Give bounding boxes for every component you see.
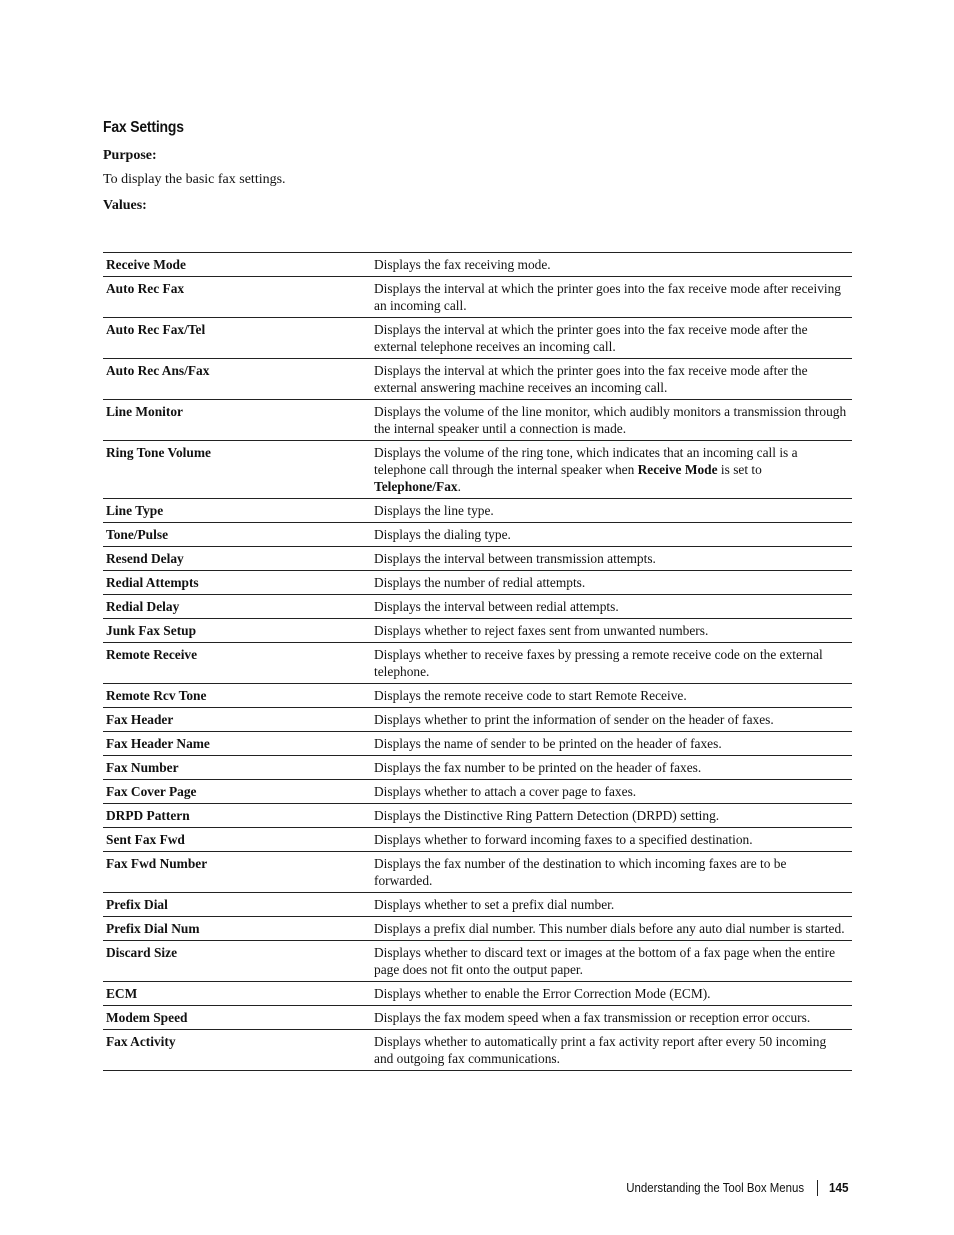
table-row — [103, 499, 852, 523]
setting-name: DRPD Pattern — [103, 804, 368, 828]
setting-description: Displays whether to print the information of sender on the header of faxes. — [368, 708, 852, 732]
description-part: Displays the volume of the ring tone, which indicates that an incoming call is a telephone call through the internal speaker when — [374, 445, 798, 477]
setting-name: Fax Activity — [103, 1030, 368, 1071]
table-row — [103, 547, 852, 571]
setting-description: Displays the number of redial attempts. — [368, 571, 852, 595]
setting-description: Displays the fax number to be printed on the header of faxes. — [368, 756, 852, 780]
setting-name: Fax Header — [103, 708, 368, 732]
setting-name: Redial Delay — [103, 595, 368, 619]
purpose-label: Purpose: — [103, 148, 157, 163]
setting-description: Displays the volume of the line monitor, which audibly monitors a transmission through the internal speaker until a connection is made. — [368, 400, 852, 441]
table-row — [103, 756, 852, 780]
setting-description: Displays whether to reject faxes sent from unwanted numbers. — [368, 619, 852, 643]
setting-name: Junk Fax Setup — [103, 619, 368, 643]
setting-name: Sent Fax Fwd — [103, 828, 368, 852]
setting-name: Receive Mode — [103, 253, 368, 277]
table-row — [103, 684, 852, 708]
setting-name: Prefix Dial Num — [103, 917, 368, 941]
table-row — [103, 359, 852, 400]
setting-name: Auto Rec Fax/Tel — [103, 318, 368, 359]
setting-description: Displays the name of sender to be printed on the header of faxes. — [368, 732, 852, 756]
table-row — [103, 941, 852, 982]
setting-name: Tone/Pulse — [103, 523, 368, 547]
table-row — [103, 595, 852, 619]
table-row — [103, 732, 852, 756]
setting-description — [368, 441, 852, 499]
values-label: Values: — [103, 198, 147, 213]
setting-name: Fax Header Name — [103, 732, 368, 756]
setting-name: Fax Number — [103, 756, 368, 780]
purpose-text: To display the basic fax settings. — [103, 172, 286, 187]
page-number: 145 — [829, 1180, 849, 1195]
table-row — [103, 804, 852, 828]
table-row — [103, 917, 852, 941]
table-row — [103, 893, 852, 917]
table-row — [103, 643, 852, 684]
table-row — [103, 318, 852, 359]
setting-description: Displays the interval at which the printer goes into the fax receive mode after the external answering machine receives an incoming call. — [368, 359, 852, 400]
table-row — [103, 708, 852, 732]
setting-description: Displays the dialing type. — [368, 523, 852, 547]
setting-description: Displays the fax modem speed when a fax transmission or reception error occurs. — [368, 1006, 852, 1030]
setting-name: Auto Rec Ans/Fax — [103, 359, 368, 400]
table-row — [103, 571, 852, 595]
setting-name: Fax Cover Page — [103, 780, 368, 804]
setting-description: Displays the Distinctive Ring Pattern Detection (DRPD) setting. — [368, 804, 852, 828]
setting-description: Displays a prefix dial number. This number dials before any auto dial number is started. — [368, 917, 852, 941]
setting-name: Ring Tone Volume — [103, 441, 368, 499]
description-part: Telephone/Fax — [374, 479, 458, 494]
section-title: Fax Settings — [103, 119, 184, 136]
setting-name: Fax Fwd Number — [103, 852, 368, 893]
setting-name: Modem Speed — [103, 1006, 368, 1030]
values-table-body — [103, 253, 852, 1071]
setting-name: Auto Rec Fax — [103, 277, 368, 318]
setting-name: Prefix Dial — [103, 893, 368, 917]
setting-description: Displays whether to discard text or images at the bottom of a fax page when the entire page does not fit onto the output paper. — [368, 941, 852, 982]
values-table — [103, 252, 852, 1071]
table-row — [103, 1030, 852, 1071]
setting-description: Displays the interval at which the printer goes into the fax receive mode after receiving an incoming call. — [368, 277, 852, 318]
table-row — [103, 277, 852, 318]
setting-name: Discard Size — [103, 941, 368, 982]
setting-description: Displays the interval at which the printer goes into the fax receive mode after the external telephone receives an incoming call. — [368, 318, 852, 359]
setting-description: Displays whether to forward incoming faxes to a specified destination. — [368, 828, 852, 852]
table-row — [103, 441, 852, 499]
setting-description: Displays whether to set a prefix dial number. — [368, 893, 852, 917]
setting-description: Displays whether to enable the Error Correction Mode (ECM). — [368, 982, 852, 1006]
table-row — [103, 619, 852, 643]
table-row — [103, 828, 852, 852]
table-row — [103, 1006, 852, 1030]
description-part: . — [457, 479, 461, 494]
setting-name: Remote Rcv Tone — [103, 684, 368, 708]
setting-description: Displays whether to receive faxes by pressing a remote receive code on the external telephone. — [368, 643, 852, 684]
table-row — [103, 253, 852, 277]
setting-description: Displays the interval between transmission attempts. — [368, 547, 852, 571]
setting-description: Displays the line type. — [368, 499, 852, 523]
footer-separator — [817, 1180, 818, 1196]
table-row — [103, 852, 852, 893]
setting-description: Displays the fax number of the destination to which incoming faxes are to be forwarded. — [368, 852, 852, 893]
table-row — [103, 400, 852, 441]
setting-name: Line Monitor — [103, 400, 368, 441]
table-row — [103, 780, 852, 804]
setting-description: Displays the fax receiving mode. — [368, 253, 852, 277]
setting-name: ECM — [103, 982, 368, 1006]
setting-description: Displays the interval between redial attempts. — [368, 595, 852, 619]
setting-description: Displays whether to automatically print a fax activity report after every 50 incoming and outgoing fax communications. — [368, 1030, 852, 1071]
setting-description: Displays whether to attach a cover page to faxes. — [368, 780, 852, 804]
setting-name: Remote Receive — [103, 643, 368, 684]
description-part: Receive Mode — [637, 462, 718, 477]
setting-name: Resend Delay — [103, 547, 368, 571]
setting-description: Displays the remote receive code to start Remote Receive. — [368, 684, 852, 708]
description-part: is set to — [717, 462, 762, 477]
table-row — [103, 523, 852, 547]
table-row — [103, 982, 852, 1006]
setting-name: Line Type — [103, 499, 368, 523]
setting-name: Redial Attempts — [103, 571, 368, 595]
footer-chapter-title: Understanding the Tool Box Menus — [626, 1180, 804, 1195]
